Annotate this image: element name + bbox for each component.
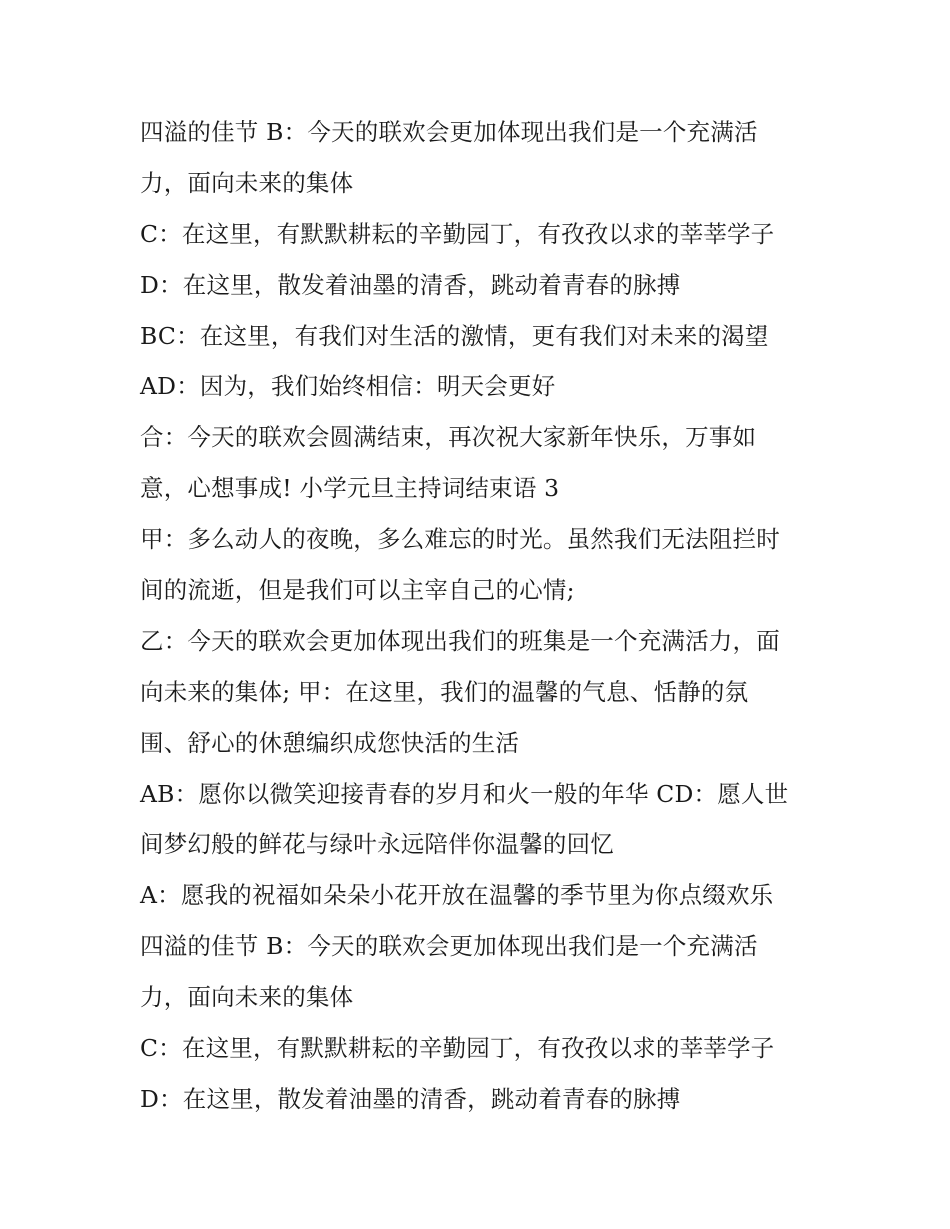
text-line: 甲：多么动人的夜晚，多么难忘的时光。虽然我们无法阻拦时 — [140, 525, 780, 554]
text-line: 意，心想事成! 小学元旦主持词结束语 3 — [140, 474, 560, 503]
text-line: 力，面向未来的集体 — [140, 168, 354, 197]
text-line: C：在这里，有默默耕耘的辛勤园丁，有孜孜以求的莘莘学子 — [140, 1034, 775, 1063]
text-line: 合：今天的联欢会圆满结束，再次祝大家新年快乐，万事如 — [140, 423, 757, 452]
text-line: A：愿我的祝福如朵朵小花开放在温馨的季节里为你点缀欢乐 — [140, 881, 774, 910]
text-line: C：在这里，有默默耕耘的辛勤园丁，有孜孜以求的莘莘学子 — [140, 219, 775, 248]
text-line: AD：因为，我们始终相信：明天会更好 — [140, 372, 556, 401]
text-line: 四溢的佳节 B：今天的联欢会更加体现出我们是一个充满活 — [140, 932, 758, 961]
text-line: D：在这里，散发着油墨的清香，跳动着青春的脉搏 — [140, 1084, 681, 1113]
text-line: AB：愿你以微笑迎接青春的岁月和火一般的年华 CD：愿人世 — [140, 779, 789, 808]
text-line: 力，面向未来的集体 — [140, 983, 354, 1012]
text-line: D：在这里，散发着油墨的清香，跳动着青春的脉搏 — [140, 270, 681, 299]
text-line: BC：在这里，有我们对生活的激情，更有我们对未来的渴望 — [140, 321, 769, 350]
text-line: 间的流逝，但是我们可以主宰自己的心情; — [140, 576, 575, 605]
document-body — [140, 107, 830, 1125]
text-line: 间梦幻般的鲜花与绿叶永远陪伴你温馨的回忆 — [140, 830, 614, 859]
text-line: 四溢的佳节 B：今天的联欢会更加体现出我们是一个充满活 — [140, 118, 758, 146]
text-line: 乙：今天的联欢会更加体现出我们的班集是一个充满活力，面 — [140, 626, 780, 655]
text-line: 围、舒心的休憩编织成您快活的生活 — [140, 728, 520, 757]
text-line: 向未来的集体; 甲：在这里，我们的温馨的气息、恬静的氛 — [140, 677, 749, 706]
